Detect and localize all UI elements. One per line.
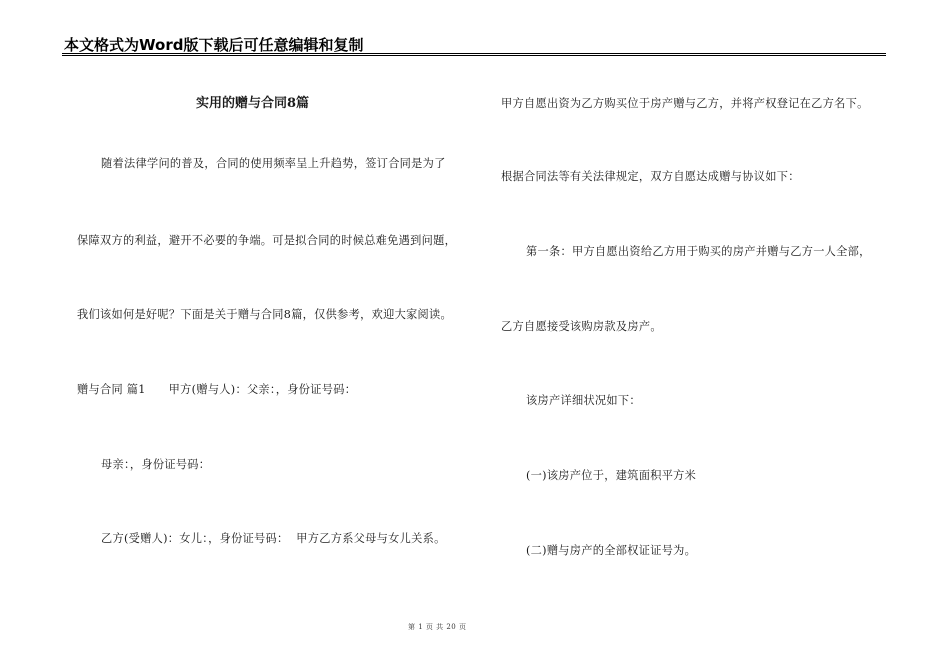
page-number: 第 1 页 共 20 页 — [408, 623, 467, 631]
document-title: 实用的赠与合同8篇 — [196, 96, 310, 111]
document-header: 本文格式为Word版下载后可任意编辑和复制 — [64, 36, 364, 54]
paragraph-line: (二)赠与房产的全部权证证号为。 — [526, 544, 697, 557]
paragraph-line: (一)该房产位于，建筑面积平方米 — [526, 469, 697, 482]
paragraph-line: 第一条：甲方自愿出资给乙方用于购买的房产并赠与乙方一人全部， — [526, 245, 871, 258]
paragraph-line: 该房产详细状况如下： — [526, 394, 641, 407]
paragraph-line: 赠与合同 篇1 甲方(赠与人)：父亲：，身份证号码： — [77, 383, 357, 396]
paragraph-line: 保障双方的利益，避开不必要的争端。可是拟合同的时候总难免遇到问题， — [77, 234, 457, 247]
header-divider — [62, 53, 886, 56]
paragraph-line: 乙方(受赠人)：女儿：，身份证号码： 甲方乙方系父母与女儿关系。 — [101, 532, 446, 545]
paragraph-line: 母亲：，身份证号码： — [101, 458, 211, 471]
paragraph-line: 我们该如何是好呢？下面是关于赠与合同8篇，仅供参考，欢迎大家阅读。 — [77, 308, 453, 321]
paragraph-line: 根据合同法等有关法律规定，双方自愿达成赠与协议如下： — [501, 170, 800, 183]
paragraph-line: 甲方自愿出资为乙方购买位于房产赠与乙方，并将产权登记在乙方名下。 — [501, 97, 869, 110]
paragraph-line: 随着法律学问的普及，合同的使用频率呈上升趋势，签订合同是为了 — [101, 157, 446, 170]
paragraph-line: 乙方自愿接受该购房款及房产。 — [501, 320, 662, 333]
